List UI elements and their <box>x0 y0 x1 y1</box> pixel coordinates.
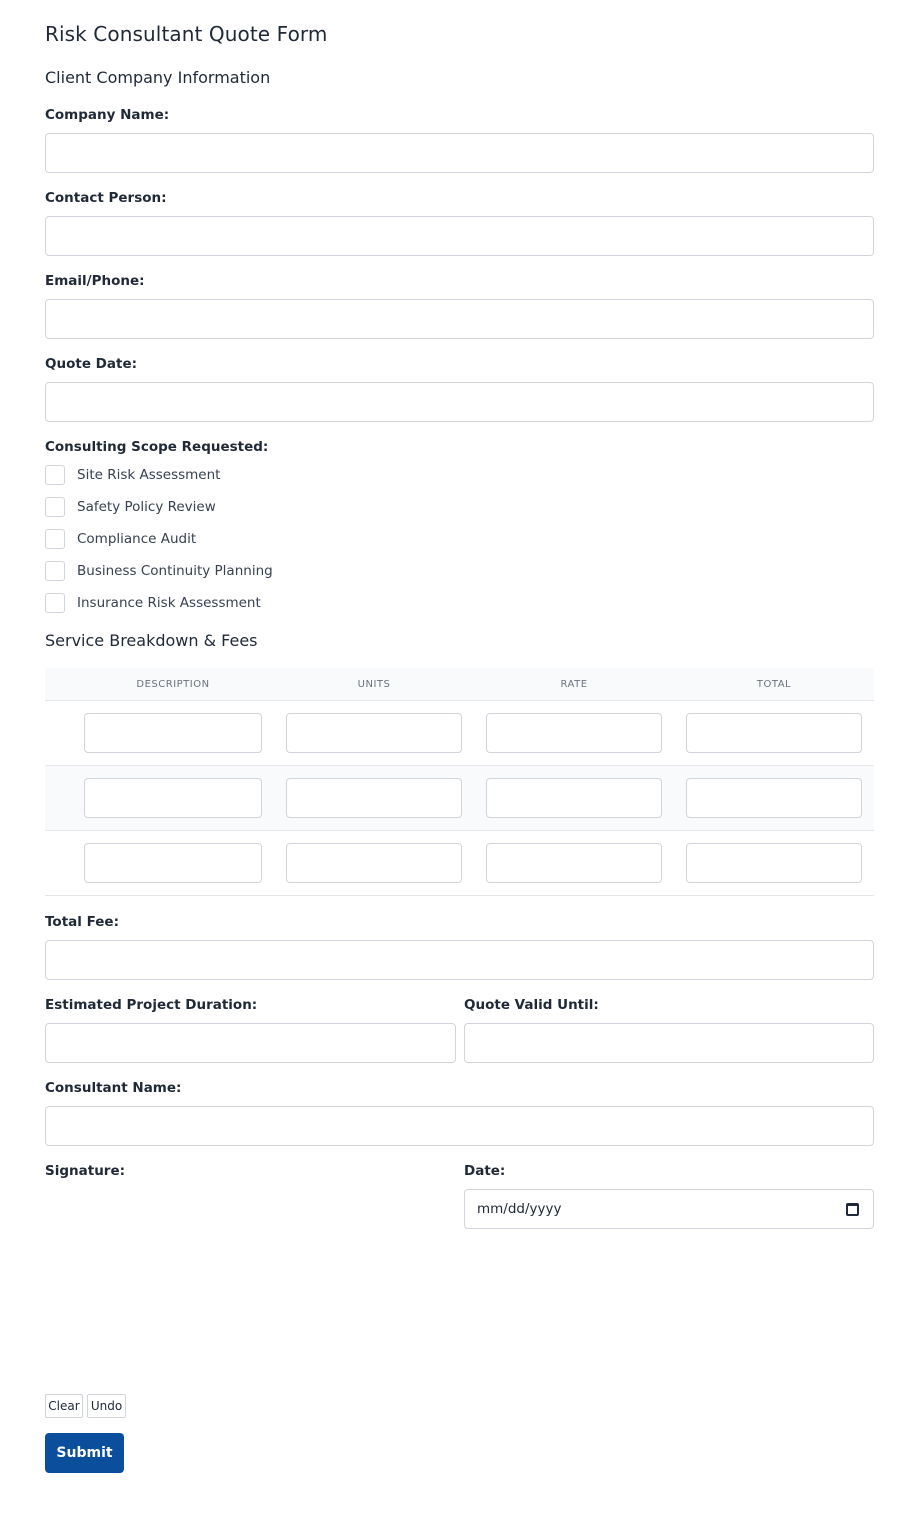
scope-option-label: Business Continuity Planning <box>77 563 273 579</box>
scope-option-label: Insurance Risk Assessment <box>77 595 261 611</box>
consultant-name-input[interactable] <box>45 1106 874 1146</box>
description-input[interactable] <box>84 713 262 753</box>
col-units: UNITS <box>357 679 391 690</box>
total-fee-input[interactable] <box>45 940 874 980</box>
scope-option[interactable] <box>45 593 261 613</box>
email-phone-label: Email/Phone: <box>45 273 145 289</box>
table-row <box>45 831 874 896</box>
units-input[interactable] <box>286 713 462 753</box>
total-input[interactable] <box>686 713 862 753</box>
valid-until-input[interactable] <box>464 1023 874 1063</box>
total-input[interactable] <box>686 843 862 883</box>
scope-option[interactable] <box>45 529 196 549</box>
contact-person-label: Contact Person: <box>45 190 167 206</box>
rate-input[interactable] <box>486 713 662 753</box>
quote-date-label: Quote Date: <box>45 356 137 372</box>
units-input[interactable] <box>286 843 462 883</box>
contact-person-input[interactable] <box>45 216 874 256</box>
signature-label: Signature: <box>45 1163 126 1179</box>
table-header <box>45 668 874 701</box>
duration-label: Estimated Project Duration: <box>45 997 258 1013</box>
rate-input[interactable] <box>486 843 662 883</box>
calendar-icon[interactable] <box>846 1203 859 1216</box>
table-row <box>45 701 874 766</box>
total-input[interactable] <box>686 778 862 818</box>
scope-checkbox[interactable] <box>45 529 65 549</box>
units-input[interactable] <box>286 778 462 818</box>
total-fee-label: Total Fee: <box>45 914 119 930</box>
scope-option[interactable] <box>45 465 220 485</box>
email-phone-input[interactable] <box>45 299 874 339</box>
consultant-name-label: Consultant Name: <box>45 1080 182 1096</box>
description-input[interactable] <box>84 843 262 883</box>
scope-option[interactable] <box>45 497 216 517</box>
company-name-label: Company Name: <box>45 107 170 123</box>
date-input[interactable] <box>464 1189 874 1229</box>
col-description: DESCRIPTION <box>136 679 210 690</box>
page-title: Risk Consultant Quote Form <box>45 22 328 46</box>
quote-date-input[interactable] <box>45 382 874 422</box>
scope-checkbox[interactable] <box>45 465 65 485</box>
clear-button[interactable]: Clear <box>45 1394 83 1418</box>
scope-checkbox[interactable] <box>45 497 65 517</box>
scope-checkbox[interactable] <box>45 593 65 613</box>
company-name-input[interactable] <box>45 133 874 173</box>
scope-label: Consulting Scope Requested: <box>45 439 269 455</box>
scope-checkbox[interactable] <box>45 561 65 581</box>
scope-option-label: Site Risk Assessment <box>77 467 221 483</box>
service-breakdown-table <box>45 668 874 896</box>
breakdown-section-heading: Service Breakdown & Fees <box>45 631 258 650</box>
rate-input[interactable] <box>486 778 662 818</box>
description-input[interactable] <box>84 778 262 818</box>
signature-pad[interactable] <box>45 1189 456 1384</box>
date-label: Date: <box>464 1163 506 1179</box>
submit-button[interactable]: Submit <box>45 1433 124 1473</box>
undo-button[interactable]: Undo <box>87 1394 126 1418</box>
scope-option-label: Safety Policy Review <box>77 499 216 515</box>
col-total: TOTAL <box>756 679 792 690</box>
table-row <box>45 766 874 831</box>
duration-input[interactable] <box>45 1023 456 1063</box>
client-section-heading: Client Company Information <box>45 68 271 87</box>
date-placeholder: mm/dd/yyyy <box>477 1201 562 1217</box>
col-rate: RATE <box>560 679 588 690</box>
valid-until-label: Quote Valid Until: <box>464 997 599 1013</box>
scope-option[interactable] <box>45 561 273 581</box>
scope-option-label: Compliance Audit <box>77 531 197 547</box>
